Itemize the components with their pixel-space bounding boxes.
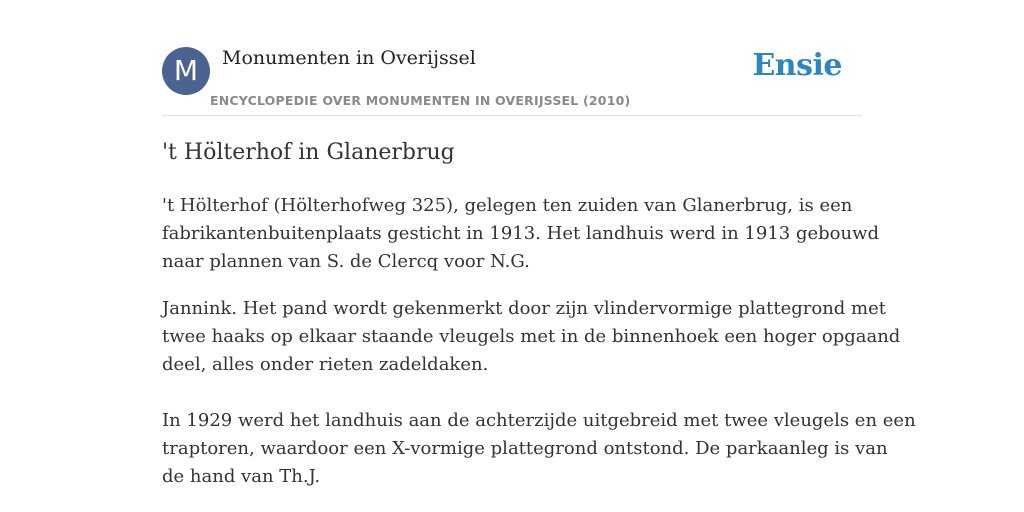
- paragraph-line: twee haaks op elkaar staande vleugels met in de binnenhoek een hoger opgaand: [162, 326, 901, 347]
- ensie-logo[interactable]: Ensie: [752, 48, 842, 83]
- paragraph-line: Jannink. Het pand wordt gekenmerkt door zijn vlindervormige plattegrond met: [162, 298, 886, 319]
- article-paragraph-3: [162, 407, 916, 491]
- paragraph-line: traptoren, waardoor een X-vormige plattegrond ontstond. De parkaanleg is van: [162, 438, 888, 459]
- article-paragraph-1: [162, 192, 880, 276]
- paragraph-line: In 1929 werd het landhuis aan de achterzijde uitgebreid met twee vleugels en een: [162, 410, 916, 431]
- paragraph-line: naar plannen van S. de Clercq voor N.G.: [162, 251, 530, 272]
- paragraph-line: deel, alles onder rieten zadeldaken.: [162, 354, 489, 375]
- paragraph-line: fabrikantenbuitenplaats gesticht in 1913. Het landhuis werd in 1913 gebouwd: [162, 223, 880, 244]
- source-subtitle: ENCYCLOPEDIE OVER MONUMENTEN IN OVERIJSSEL (2010): [210, 93, 631, 108]
- paragraph-line: de hand van Th.J.: [162, 466, 321, 487]
- article-title: 't Hölterhof in Glanerbrug: [162, 140, 455, 165]
- source-header: [162, 44, 862, 116]
- paragraph-line: 't Hölterhof (Hölterhofweg 325), gelegen ten zuiden van Glanerbrug, is een: [162, 195, 853, 216]
- source-avatar[interactable]: M: [162, 47, 210, 95]
- source-title-link[interactable]: Monumenten in Overijssel: [222, 47, 476, 69]
- article-paragraph-2: [162, 295, 901, 379]
